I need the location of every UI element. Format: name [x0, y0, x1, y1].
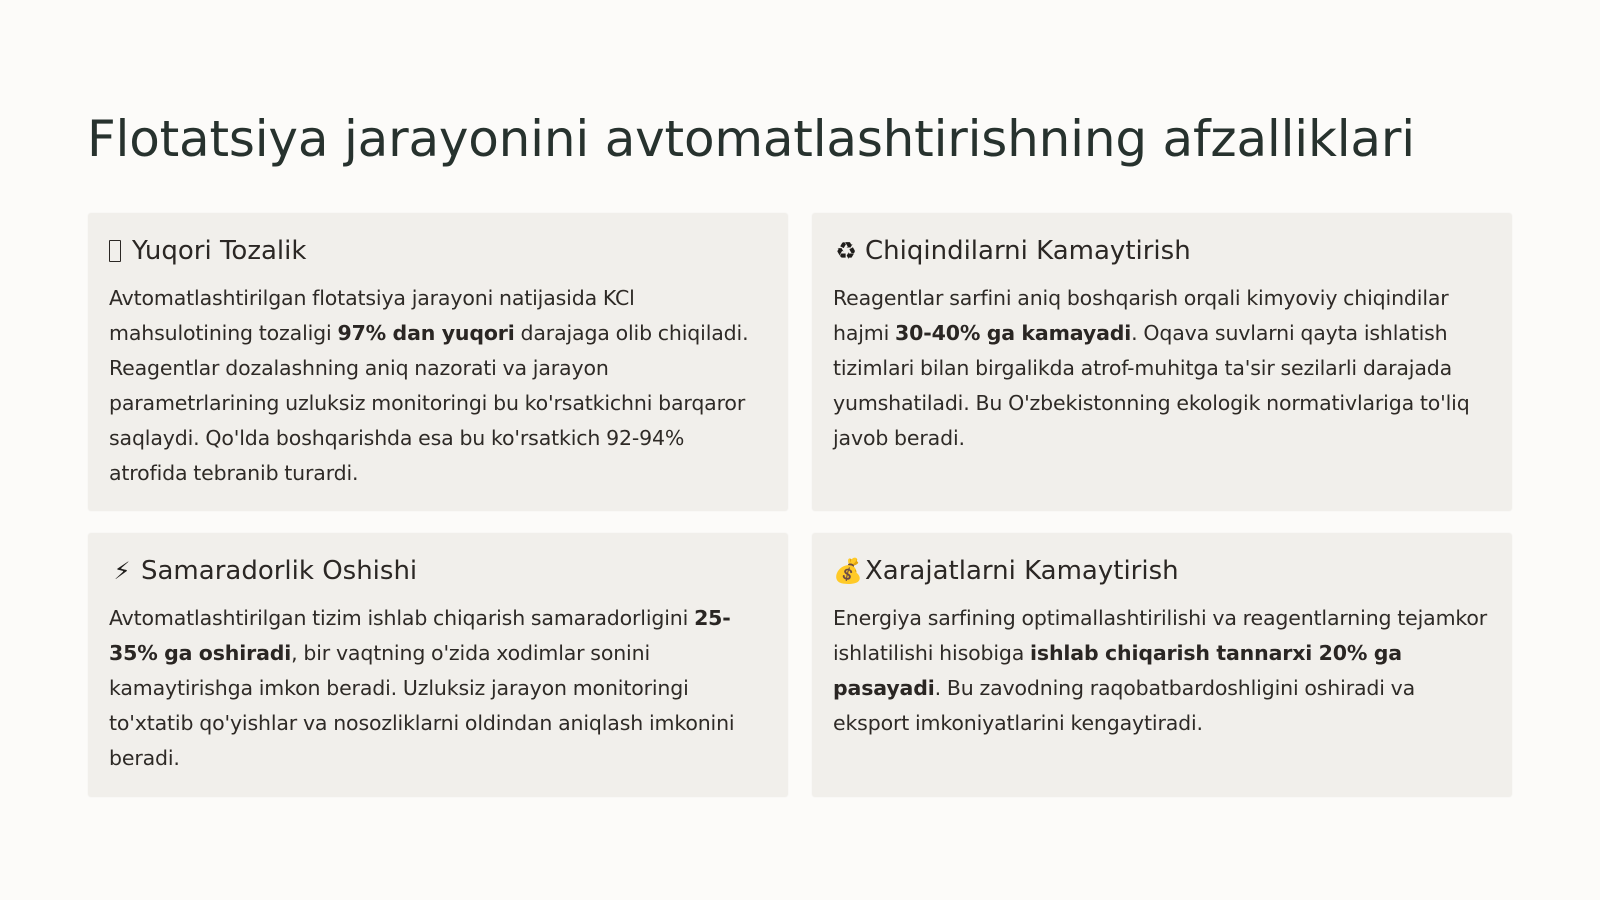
benefit-card-waste-reduction	[812, 213, 1512, 511]
lightning-icon: ⚡	[113, 557, 131, 585]
benefit-card-cost-reduction	[812, 533, 1512, 797]
card-text: darajaga olib chiqiladi. Reagentlar dozalashning aniq nazorati va jarayon parametrlarining uzluksiz monitoringi bu ko'rsatkichni barqaror saqlaydi. Qo'lda boshqarishda esa bu ko'rsatkich 92-94% atrofida tebranib turardi.	[109, 321, 749, 485]
card-text: Energiya sarfining optimallashtirilishi va reagentlarning tejamkor ishlatilishi hisobiga	[833, 606, 1488, 665]
card-text: . Bu zavodning raqobatbardoshligini oshiradi va eksport imkoniyatlarini kengaytiradi.	[833, 676, 1416, 735]
card-highlight: 30-40% ga kamayadi	[895, 321, 1132, 345]
card-title: Xarajatlarni Kamaytirish	[865, 556, 1179, 586]
benefit-card-efficiency	[88, 533, 788, 797]
card-header	[833, 231, 1492, 271]
card-description	[109, 281, 768, 491]
card-title: Chiqindilarni Kamaytirish	[865, 236, 1191, 266]
card-text: . Oqava suvlarni qayta ishlatish tizimlari bilan birgalikda atrof-muhitga ta'sir sezilarli darajada yumshatiladi. Bu O'zbekistonning ekologik normativlariga to'liq javob beradi.	[833, 321, 1470, 450]
card-description	[833, 281, 1492, 456]
card-highlight: ishlab chiqarish tannarxi 20% ga pasayadi	[833, 641, 1402, 700]
card-text: , bir vaqtning o'zida xodimlar sonini kamaytirishga imkon beradi. Uzluksiz jarayon monitoringi to'xtatib qo'yishlar va nosozliklarni oldindan aniqlash imkonini beradi.	[109, 641, 735, 770]
card-text: Avtomatlashtirilgan flotatsiya jarayoni natijasida KCl mahsulotining tozaligi	[109, 286, 635, 345]
money-bag-icon: 💰	[833, 557, 863, 585]
card-description	[833, 601, 1492, 741]
benefit-card-purity	[88, 213, 788, 511]
page-title: Flotatsiya jarayonini avtomatlashtirishning afzalliklari	[87, 110, 1415, 168]
card-title: Samaradorlik Oshishi	[141, 556, 418, 586]
card-title: Yuqori Tozalik	[132, 236, 307, 266]
card-highlight: 25-35% ga oshiradi	[109, 606, 731, 665]
card-header	[833, 551, 1492, 591]
card-description	[109, 601, 768, 776]
recycle-icon: ♻	[835, 237, 857, 265]
purity-icon	[109, 240, 121, 262]
card-text: Avtomatlashtirilgan tizim ishlab chiqarish samaradorligini	[109, 606, 695, 630]
card-header	[109, 231, 768, 271]
card-text: Reagentlar sarfini aniq boshqarish orqali kimyoviy chiqindilar hajmi	[833, 286, 1449, 345]
card-highlight: 97% dan yuqori	[337, 321, 515, 345]
card-header	[109, 551, 768, 591]
